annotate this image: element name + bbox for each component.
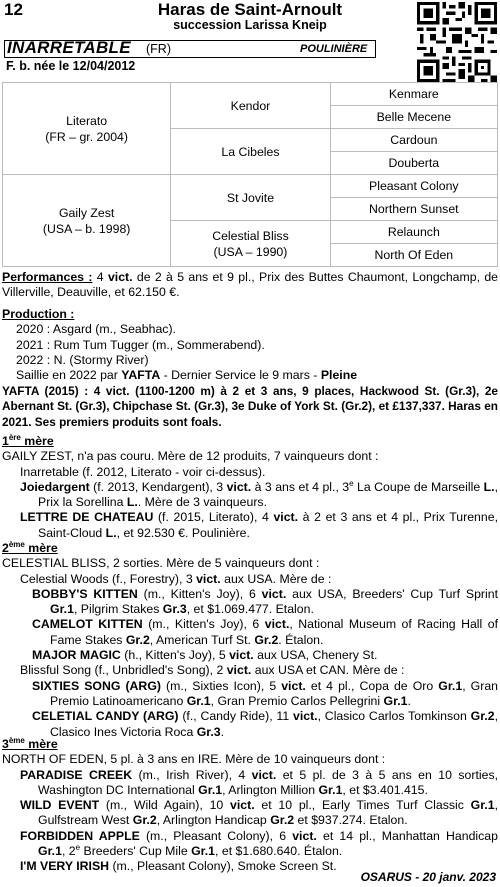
pedigree-sire-dam: La Cibeles	[171, 129, 330, 175]
mere2-bobbys-kitten: BOBBY'S KITTEN (m., Kitten's Joy), 6 vict. aux USA, Breeders' Cup Turf Sprint Gr.1, Pilgrim Stakes Gr.3, et $1.069.477. Etalon.	[32, 586, 499, 617]
yafta-paragraph: YAFTA (2015) : 4 vict. (1100-1200 m) à 2 et 3 ans, 9 places, Hackwood St. (Gr.3), 2e Abernant St. (Gr.3), Chipchase St. (Gr.3), 3e Duke of York St. (Gr.2), et £137,337. Haras en 2021. Ses premiers produits sont foals.	[2, 384, 498, 429]
saillie-line: Saillie en 2022 par YAFTA - Dernier Service le 9 mars - Pleine	[16, 368, 358, 383]
performances-section: Performances : 4 vict. de 2 à 5 ans et 9 pl., Prix des Buttes Chaumont, Longchamp, de Villerville, Deauville, et 62.150 €.	[2, 270, 499, 300]
production-line: 2022 : N. (Stormy River)	[16, 352, 149, 367]
production-section: Production : 2020 : Asgard (m., Seabhac). 2021 : Rum Tum Tugger (m., Sommerabend). 2022 : N. (Stormy River) Saillie en 2022 par YAFTA - Dernier Service le 9 mars - Pleine	[2, 307, 498, 383]
mere3-im-very-irish: I'M VERY IRISH (m., Pleasant Colony), Smoke Screen St.	[20, 859, 337, 874]
pedigree-g3-6: Northern Sunset	[330, 198, 497, 221]
haras-title: Haras de Saint-Arnoult	[157, 0, 343, 19]
mere2-celetial-candy: CELETIAL CANDY (ARG) (f., Candy Ride), 11 vict., Clasico Carlos Tomkinson Gr.2, Clasico Ines Victoria Roca Gr.3.	[32, 709, 498, 739]
horse-name: INARRETABLE	[7, 38, 131, 57]
pedigree-sire: Literato (FR – gr. 2004)	[3, 83, 171, 175]
production-line: 2020 : Asgard (m., Seabhac).	[16, 322, 176, 337]
pedigree-g3-1: Kenmare	[330, 83, 497, 106]
mere3-wild-event: WILD EVENT (m., Wild Again), 10 vict. et 10 pl., Early Times Turf Classic Gr.1, Gulfstream West Gr.2, Arlington Handicap Gr.2 et $937.274. Etalon.	[20, 798, 498, 828]
mere1-joiedargent: Joiedargent (f. 2013, Kendargent), 3 vict. à 3 ans et 4 pl., 3e La Coupe de Marseille L., Prix la Sorellina L.. Mère de 3 vainqueurs.	[20, 478, 498, 510]
horse-status: POULINIÈRE	[300, 43, 368, 55]
mere2-camelot-kitten: CAMELOT KITTEN (m., Kitten's Joy), 6 vict., National Museum of Racing Hall of Fame Stakes Gr.2, American Turf St. Gr.2. Étalon.	[32, 617, 499, 647]
production-line: 2021 : Rum Tum Tugger (m., Sommerabend).	[16, 337, 265, 352]
mere3-heading: 3ème mère	[2, 736, 58, 751]
footer-credit: OSARUS - 20 janv. 2023	[360, 870, 496, 884]
mere1-lettre: LETTRE DE CHATEAU (f. 2015, Literato), 4 vict. à 2 et 3 ans et 4 pl., Prix Turenne, Saint-Cloud L., et 92.530 €. Poulinière.	[20, 510, 498, 540]
pedigree-sire-sire: Kendor	[171, 83, 330, 129]
mere3-section: 3ème mère NORTH OF EDEN, 5 pl. à 3 ans en IRE. Mère de 10 vainqueurs dont : PARADISE CREEK (m., Irish River), 4 vict. et 5 pl. de 3 à 5 ans en 10 sorties, Washington DC International Gr.1, Arlington Million Gr.1, et $3.401.415. WILD EVENT (m., Wild Again), 10 vict. et 10 pl., Early Times Turf Classic Gr.1, Gulfstream West Gr.2, Arlington Handicap Gr.2 et $937.274. Etalon. FORBIDDEN APPLE (m., Pleasant Colony), 6 vict. et 14 pl., Manhattan Handicap Gr.1, 2e Breeders' Cup Mile Gr.1, et $1.680.640. Étalon. I'M VERY IRISH (m., Pleasant Colony), Smoke Screen St.	[2, 736, 499, 874]
horse-country: (FR)	[146, 42, 171, 56]
pedigree-g3-3: Cardoun	[330, 129, 497, 152]
mere2-major-magic: MAJOR MAGIC (h., Kitten's Joy), 5 vict. aux USA, Chenery St.	[32, 648, 378, 663]
mere3-paradise-creek: PARADISE CREEK (m., Irish River), 4 vict. et 5 pl. de 3 à 5 ans en 10 sorties, Washington DC International Gr.1, Arlington Million Gr.1, et $3.401.415.	[20, 767, 499, 797]
pedigree-g3-7: Relaunch	[330, 221, 497, 244]
succession-subtitle: succession Larissa Kneip	[173, 18, 327, 32]
mere3-forbidden-apple: FORBIDDEN APPLE (m., Pleasant Colony), 6 vict. et 14 pl., Manhattan Handicap Gr.1, 2e Breeders' Cup Mile Gr.1, et $1.680.640. Étalon.	[20, 828, 498, 859]
lot-number: 12	[4, 0, 23, 19]
mere2-sixties-song: SIXTIES SONG (ARG) (m., Sixties Icon), 5 vict. et 4 pl., Copa de Oro Gr.1, Gran Premio Latinoamericano Gr.1, Gran Premio Carlos Pellegrini Gr.1.	[32, 678, 498, 708]
pedigree-dam-sire: St Jovite	[171, 175, 330, 221]
mere1-section: 1ère mère GAILY ZEST, n'a pas couru. Mère de 12 produits, 7 vainqueurs dont : Inarretable (f. 2012, Literato - voir ci-dessus). Joiedargent (f. 2013, Kendargent), 3 vict. à 3 ans et 4 pl., 3e La Coupe de Marseille L., Prix la Sorellina L.. Mère de 3 vainqueurs. LETTRE DE CHATEAU (f. 2015, Literato), 4 vict. à 2 et 3 ans et 4 pl., Prix Turenne, Saint-Cloud L., et 92.530 €. Poulinière.	[2, 433, 498, 540]
pedigree-g3-8: North Of Eden	[330, 244, 497, 267]
pedigree-g3-5: Pleasant Colony	[330, 175, 497, 198]
mere2-section: 2ème mère CELESTIAL BLISS, 2 sorties. Mère de 5 vainqueurs dont : Celestial Woods (f., Forestry), 3 vict. aux USA. Mère de : BOBBY'S KITTEN (m., Kitten's Joy), 6 vict. aux USA, Breeders' Cup Turf Sprint Gr.1, Pilgrim Stakes Gr.3, et $1.069.477. Etalon. CAMELOT KITTEN (m., Kitten's Joy), 6 vict., National Museum of Racing Hall of Fame Stakes Gr.2, American Turf St. Gr.2. Étalon. MAJOR MAGIC (h., Kitten's Joy), 5 vict. aux USA, Chenery St. Blissful Song (f., Unbridled's Song), 2 vict. aux USA et CAN. Mère de : SIXTIES SONG (ARG) (m., Sixties Icon), 5 vict. et 4 pl., Copa de Oro Gr.1, Gran Premio Latinoamericano Gr.1, Gran Premio Carlos Pellegrini Gr.1. CELETIAL CANDY (ARG) (f., Candy Ride), 11 vict., Clasico Carlos Tomkinson Gr.2, Clasico Ines Victoria Roca Gr.3.	[2, 540, 499, 739]
horse-birth: F. b. née le 12/04/2012	[6, 59, 136, 73]
mere2-heading: 2ème mère	[2, 540, 58, 555]
mere1-heading: 1ère mère	[2, 433, 54, 448]
qr-code-icon	[417, 2, 497, 82]
pedigree-dam-dam: Celestial Bliss (USA – 1990)	[171, 221, 330, 267]
pedigree-table	[2, 82, 498, 267]
pedigree-dam: Gaily Zest (USA – b. 1998)	[3, 175, 171, 267]
pedigree-g3-4: Douberta	[330, 152, 497, 175]
pedigree-g3-2: Belle Mecene	[330, 106, 497, 129]
